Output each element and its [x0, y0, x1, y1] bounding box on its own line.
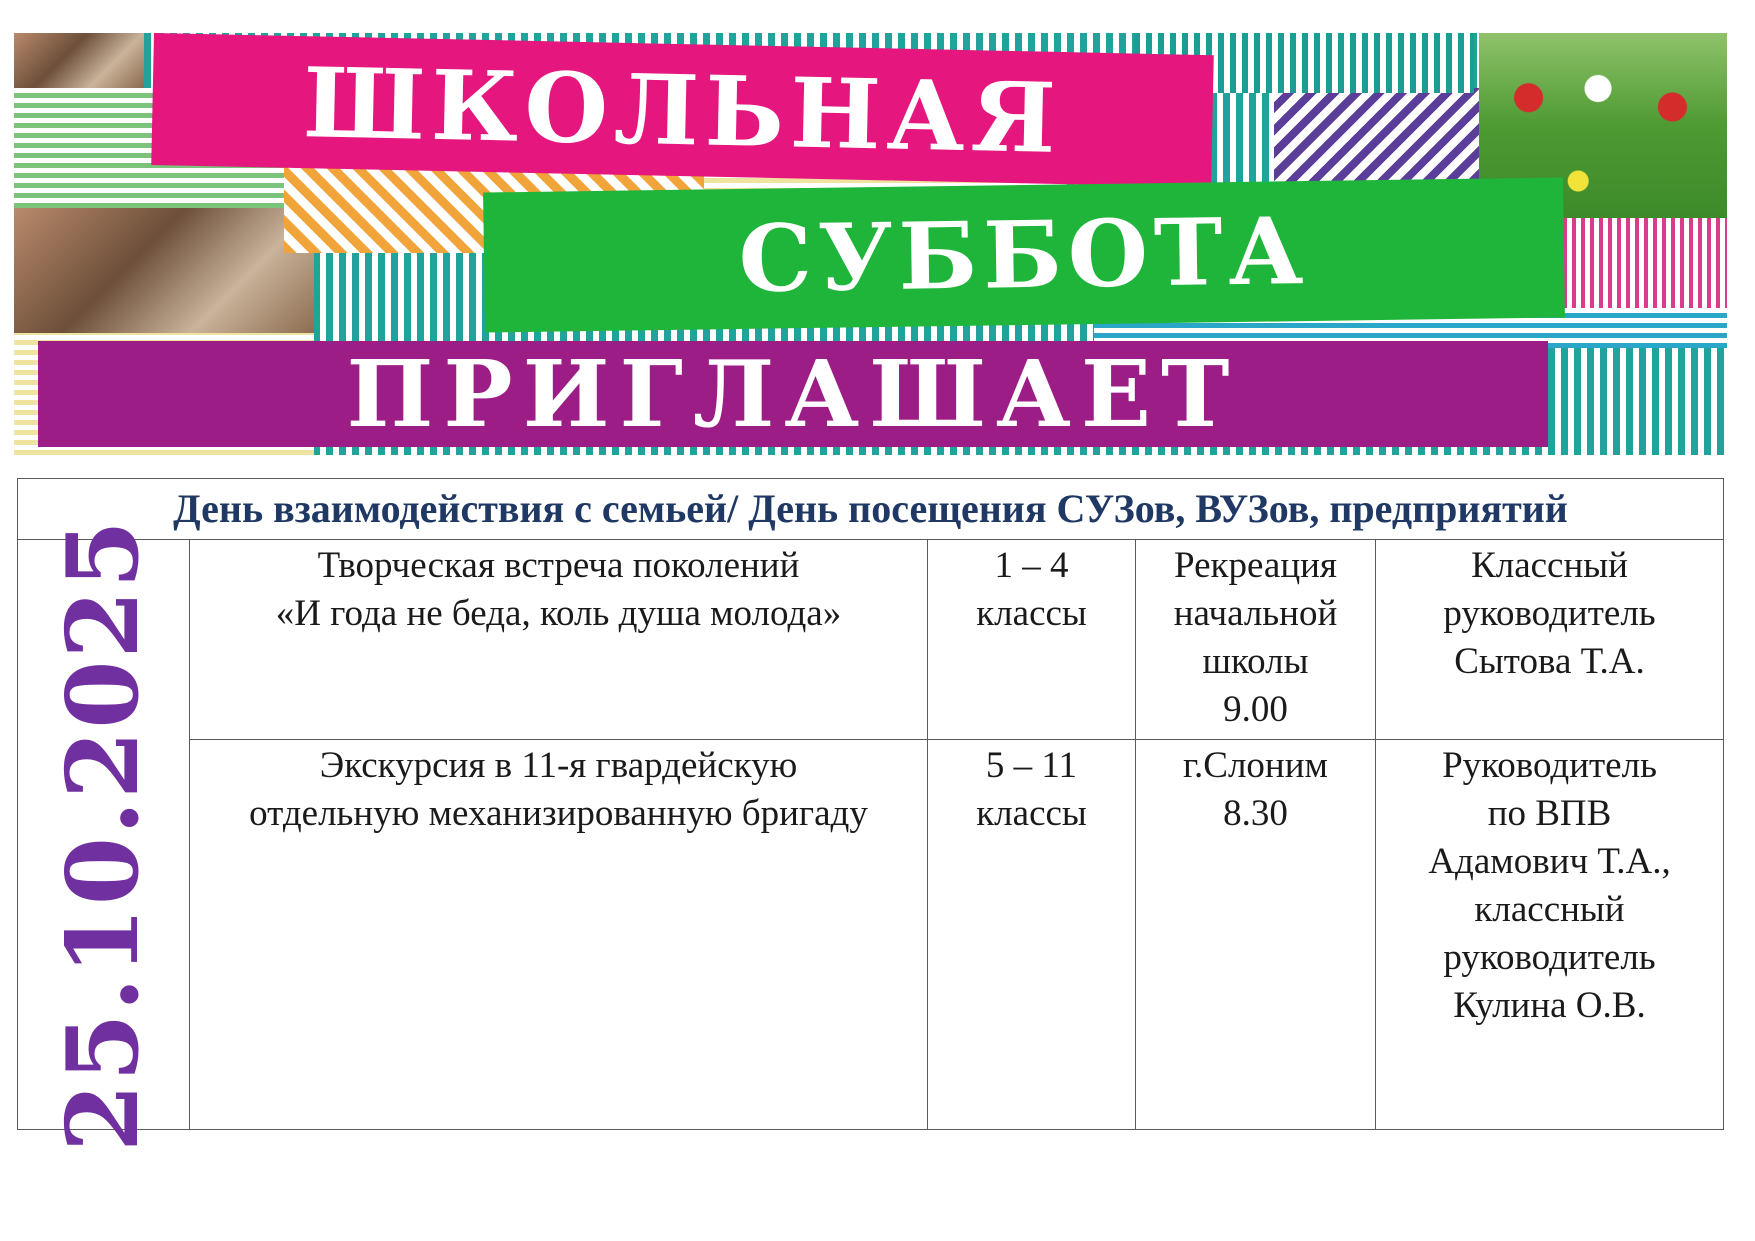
- children-photo: [14, 208, 314, 338]
- responsible-line: руководитель: [1443, 593, 1656, 634]
- place-line: начальной: [1173, 593, 1338, 634]
- banner-title-line-2: СУББОТА: [483, 177, 1565, 332]
- event-cell: [190, 540, 928, 740]
- date-cell: [18, 517, 190, 1152]
- responsible-cell: [1376, 540, 1724, 740]
- grades-line: 5 – 11: [985, 745, 1078, 786]
- place-line: 8.30: [1223, 793, 1288, 834]
- event-line: Экскурсия в 11-я гвардейскую: [319, 745, 798, 786]
- schedule-table: [17, 478, 1724, 1152]
- event-line: отдельную механизированную бригаду: [249, 793, 868, 834]
- classroom-photo: [14, 33, 144, 88]
- place-line: Рекреация: [1174, 545, 1337, 586]
- grades-line: классы: [976, 793, 1087, 834]
- grades-line: классы: [976, 593, 1087, 634]
- place-cell: [1136, 740, 1376, 1130]
- banner-image: [14, 33, 1727, 455]
- responsible-line: Руководитель: [1442, 745, 1657, 786]
- event-date: 25.10.2025: [45, 517, 161, 1152]
- grades-line: 1 – 4: [994, 545, 1069, 586]
- responsible-line: по ВПВ: [1487, 793, 1612, 834]
- event-cell: [190, 740, 928, 1130]
- responsible-cell: [1376, 740, 1724, 1130]
- responsible-line: Адамович Т.А.,: [1428, 841, 1671, 882]
- responsible-line: классный: [1474, 889, 1625, 930]
- grades-cell: [928, 740, 1136, 1130]
- table-heading-row: [18, 479, 1724, 540]
- place-line: школы: [1202, 641, 1309, 682]
- event-line: «И года не беда, коль душа молода»: [275, 593, 842, 634]
- event-line: Творческая встреча поколений: [317, 545, 800, 586]
- banner-stripes: [1554, 218, 1727, 308]
- responsible-line: Сытова Т.А.: [1454, 641, 1645, 682]
- place-line: 9.00: [1223, 689, 1288, 730]
- grades-cell: [928, 540, 1136, 740]
- table-row: [18, 540, 1724, 740]
- banner-title-line-3: ПРИГЛАШАЕТ: [38, 341, 1548, 447]
- responsible-line: Кулина О.В.: [1453, 985, 1646, 1026]
- banner-title-line-1: ШКОЛЬНАЯ: [151, 33, 1214, 187]
- responsible-line: Классный: [1471, 545, 1628, 586]
- place-cell: [1136, 540, 1376, 740]
- schedule-heading: День взаимодействия с семьей/ День посещения СУЗов, ВУЗов, предприятий: [18, 479, 1724, 540]
- place-line: г.Слоним: [1183, 745, 1328, 786]
- table-row: [18, 740, 1724, 1130]
- responsible-line: руководитель: [1443, 937, 1656, 978]
